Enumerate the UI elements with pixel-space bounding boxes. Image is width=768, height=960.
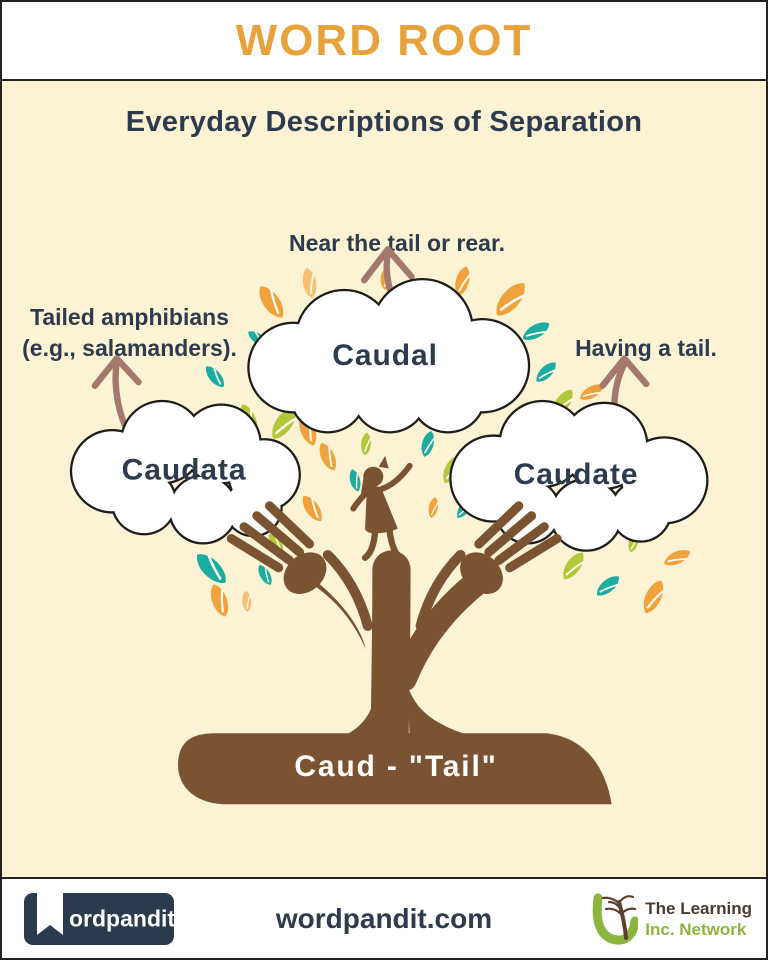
leaf-icon — [207, 582, 233, 619]
leaf-icon — [490, 277, 531, 321]
leaf-icon — [639, 577, 668, 616]
leaf-icon — [593, 572, 623, 600]
girl-leg — [365, 531, 375, 557]
leaf-icon — [558, 549, 588, 584]
learning-network-line1: The Learning — [645, 898, 752, 918]
leaf-icon — [520, 318, 553, 345]
root-word-label: Caud - "Tail" — [294, 750, 498, 784]
learning-network-line2: Inc. Network — [645, 919, 747, 939]
leaf-icon — [360, 432, 372, 456]
trunk — [390, 570, 392, 734]
cloud-caudate-label: Caudate — [513, 458, 639, 492]
annotation-line: Tailed amphibians — [30, 304, 229, 330]
learning-network-logo — [590, 892, 752, 946]
learning-network-text — [645, 898, 752, 940]
leaf-icon — [191, 548, 232, 589]
leaf-icon — [347, 468, 362, 493]
leaf-icon — [202, 363, 228, 391]
subtitle: Everyday Descriptions of Separation — [125, 106, 643, 138]
root-flare — [408, 686, 475, 739]
girl-dress — [365, 486, 398, 534]
header — [2, 2, 766, 81]
cloud-caudata-label: Caudata — [121, 453, 247, 487]
cloud-caudal-label: Caudal — [332, 338, 438, 372]
tree-u-icon — [590, 892, 638, 946]
leaf-icon — [298, 492, 326, 525]
left-hand — [231, 506, 367, 650]
wordpandit-logo-text: ordpandit — [69, 905, 176, 931]
leaf-icon — [427, 497, 440, 519]
footer — [2, 877, 766, 958]
girl-arm — [353, 493, 366, 508]
right-arm — [404, 584, 475, 679]
leaf-icon — [662, 546, 693, 569]
site-url: wordpandit.com — [275, 902, 493, 934]
bookmark-ribbon-icon — [37, 885, 63, 935]
cloud-caudal — [250, 280, 528, 431]
leaf-icon — [419, 430, 437, 459]
annotation-line: (e.g., salamanders). — [22, 335, 237, 361]
girl-pigtail — [379, 456, 389, 469]
wordpandit-logo — [24, 893, 174, 945]
tree-illustration — [2, 81, 768, 877]
leaf-icon — [300, 267, 318, 299]
leaf-icon — [254, 282, 289, 323]
annotation-near-the-tail: Near the tail or rear. — [288, 230, 506, 256]
leaf-icon — [533, 359, 560, 386]
root-flare — [341, 701, 375, 739]
right-hand — [404, 506, 557, 679]
annotation-having-a-tail: Having a tail. — [575, 335, 717, 361]
leaf-icon — [241, 590, 252, 612]
left-arm — [293, 564, 366, 650]
girl-silhouette — [353, 456, 409, 558]
girl-arm — [381, 466, 410, 490]
leaf-icon — [315, 440, 340, 473]
page-title: WORD ROOT — [235, 15, 533, 65]
